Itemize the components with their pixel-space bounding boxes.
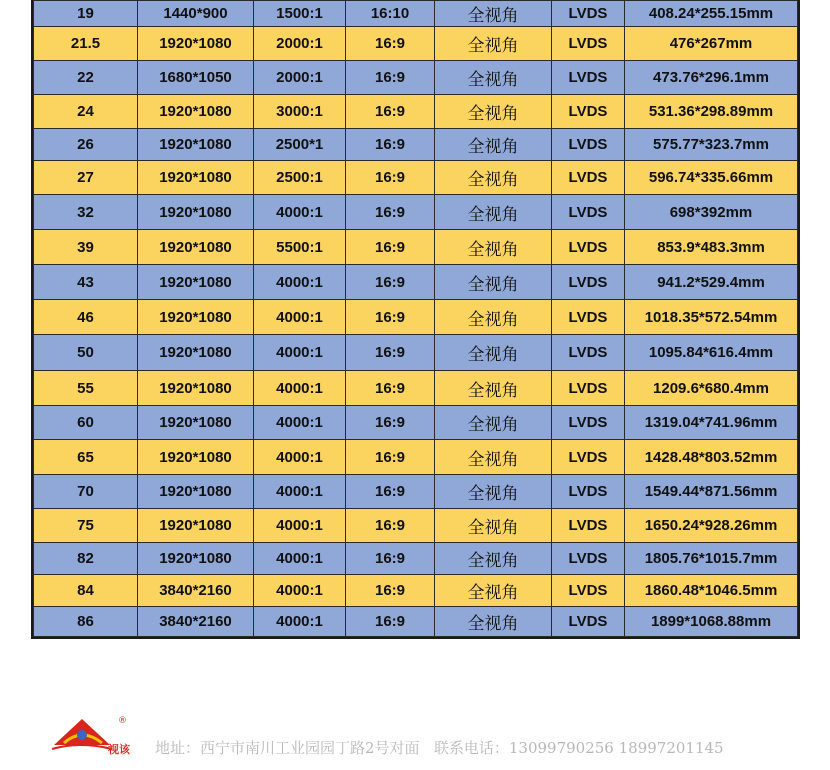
cell-size: 32	[34, 195, 138, 230]
cell-contrast: 5500:1	[254, 230, 346, 265]
cell-contrast: 4000:1	[254, 335, 346, 371]
cell-dimensions: 1899*1068.88mm	[625, 607, 798, 637]
table-row	[34, 27, 798, 61]
cell-contrast: 4000:1	[254, 543, 346, 575]
table-row	[34, 371, 798, 406]
cell-interface: LVDS	[552, 607, 625, 637]
cell-aspect: 16:9	[346, 265, 435, 300]
cell-size: 24	[34, 95, 138, 129]
cell-dimensions: 1549.44*871.56mm	[625, 475, 798, 509]
cell-interface: LVDS	[552, 1, 625, 27]
cell-aspect: 16:9	[346, 406, 435, 440]
cell-interface: LVDS	[552, 195, 625, 230]
table-row	[34, 575, 798, 607]
cell-interface: LVDS	[552, 371, 625, 406]
cell-contrast: 4000:1	[254, 265, 346, 300]
spec-table-wrapper	[31, 0, 800, 639]
cell-viewing: 全视角	[435, 27, 552, 61]
address-text: 地址：西宁市南川工业园园丁路2号对面	[155, 739, 420, 757]
registered-mark: ®	[118, 716, 127, 726]
cell-dimensions: 1805.76*1015.7mm	[625, 543, 798, 575]
cell-viewing: 全视角	[435, 543, 552, 575]
cell-interface: LVDS	[552, 95, 625, 129]
cell-size: 70	[34, 475, 138, 509]
cell-size: 50	[34, 335, 138, 371]
cell-aspect: 16:9	[346, 95, 435, 129]
cell-viewing: 全视角	[435, 371, 552, 406]
table-row	[34, 265, 798, 300]
logo-text: 视该	[108, 743, 130, 756]
cell-viewing: 全视角	[435, 335, 552, 371]
cell-size: 75	[34, 509, 138, 543]
cell-viewing: 全视角	[435, 607, 552, 637]
table-row	[34, 300, 798, 335]
cell-resolution: 1920*1080	[138, 406, 254, 440]
cell-size: 22	[34, 61, 138, 95]
cell-size: 43	[34, 265, 138, 300]
contact-line	[155, 737, 724, 758]
cell-resolution: 1920*1080	[138, 161, 254, 195]
cell-dimensions: 476*267mm	[625, 27, 798, 61]
cell-size: 55	[34, 371, 138, 406]
cell-size: 84	[34, 575, 138, 607]
cell-interface: LVDS	[552, 440, 625, 475]
cell-viewing: 全视角	[435, 1, 552, 27]
cell-contrast: 4000:1	[254, 475, 346, 509]
cell-viewing: 全视角	[435, 575, 552, 607]
cell-interface: LVDS	[552, 543, 625, 575]
table-row	[34, 230, 798, 265]
cell-viewing: 全视角	[435, 61, 552, 95]
cell-aspect: 16:9	[346, 475, 435, 509]
cell-contrast: 4000:1	[254, 300, 346, 335]
cell-size: 60	[34, 406, 138, 440]
cell-contrast: 2500*1	[254, 129, 346, 161]
cell-viewing: 全视角	[435, 475, 552, 509]
cell-contrast: 2000:1	[254, 27, 346, 61]
cell-resolution: 1920*1080	[138, 265, 254, 300]
table-row	[34, 129, 798, 161]
cell-resolution: 1920*1080	[138, 300, 254, 335]
cell-contrast: 4000:1	[254, 371, 346, 406]
cell-viewing: 全视角	[435, 129, 552, 161]
cell-dimensions: 408.24*255.15mm	[625, 1, 798, 27]
cell-aspect: 16:9	[346, 27, 435, 61]
cell-aspect: 16:9	[346, 129, 435, 161]
cell-size: 21.5	[34, 27, 138, 61]
table-row	[34, 95, 798, 129]
table-row	[34, 335, 798, 371]
cell-contrast: 2000:1	[254, 61, 346, 95]
cell-interface: LVDS	[552, 129, 625, 161]
cell-aspect: 16:9	[346, 61, 435, 95]
cell-resolution: 1920*1080	[138, 509, 254, 543]
cell-size: 86	[34, 607, 138, 637]
spec-table	[33, 0, 798, 637]
cell-viewing: 全视角	[435, 95, 552, 129]
cell-dimensions: 531.36*298.89mm	[625, 95, 798, 129]
cell-interface: LVDS	[552, 61, 625, 95]
cell-resolution: 1920*1080	[138, 27, 254, 61]
cell-aspect: 16:9	[346, 440, 435, 475]
cell-resolution: 3840*2160	[138, 607, 254, 637]
cell-interface: LVDS	[552, 230, 625, 265]
cell-interface: LVDS	[552, 265, 625, 300]
logo-eye-icon	[77, 730, 87, 740]
cell-size: 27	[34, 161, 138, 195]
cell-size: 39	[34, 230, 138, 265]
cell-aspect: 16:9	[346, 575, 435, 607]
table-row	[34, 1, 798, 27]
cell-viewing: 全视角	[435, 265, 552, 300]
cell-aspect: 16:9	[346, 230, 435, 265]
cell-dimensions: 1860.48*1046.5mm	[625, 575, 798, 607]
cell-contrast: 1500:1	[254, 1, 346, 27]
cell-contrast: 4000:1	[254, 440, 346, 475]
cell-dimensions: 698*392mm	[625, 195, 798, 230]
cell-aspect: 16:9	[346, 543, 435, 575]
cell-viewing: 全视角	[435, 300, 552, 335]
cell-resolution: 1920*1080	[138, 335, 254, 371]
cell-interface: LVDS	[552, 300, 625, 335]
cell-aspect: 16:10	[346, 1, 435, 27]
cell-viewing: 全视角	[435, 195, 552, 230]
table-row	[34, 543, 798, 575]
company-logo	[50, 713, 135, 758]
cell-contrast: 2500:1	[254, 161, 346, 195]
cell-resolution: 1920*1080	[138, 129, 254, 161]
cell-aspect: 16:9	[346, 607, 435, 637]
phone-text: 联系电话：13099790256 18997201145	[433, 739, 724, 757]
cell-aspect: 16:9	[346, 300, 435, 335]
cell-aspect: 16:9	[346, 509, 435, 543]
cell-contrast: 4000:1	[254, 509, 346, 543]
footer	[50, 713, 820, 763]
cell-dimensions: 1319.04*741.96mm	[625, 406, 798, 440]
cell-viewing: 全视角	[435, 406, 552, 440]
cell-interface: LVDS	[552, 475, 625, 509]
cell-dimensions: 1428.48*803.52mm	[625, 440, 798, 475]
cell-interface: LVDS	[552, 509, 625, 543]
table-row	[34, 161, 798, 195]
cell-contrast: 3000:1	[254, 95, 346, 129]
cell-interface: LVDS	[552, 406, 625, 440]
cell-dimensions: 596.74*335.66mm	[625, 161, 798, 195]
table-row	[34, 607, 798, 637]
cell-interface: LVDS	[552, 575, 625, 607]
cell-viewing: 全视角	[435, 230, 552, 265]
cell-aspect: 16:9	[346, 335, 435, 371]
table-row	[34, 475, 798, 509]
cell-size: 26	[34, 129, 138, 161]
cell-dimensions: 1209.6*680.4mm	[625, 371, 798, 406]
table-row	[34, 61, 798, 95]
cell-resolution: 1920*1080	[138, 371, 254, 406]
cell-resolution: 1920*1080	[138, 475, 254, 509]
cell-resolution: 1920*1080	[138, 95, 254, 129]
cell-aspect: 16:9	[346, 195, 435, 230]
cell-dimensions: 575.77*323.7mm	[625, 129, 798, 161]
cell-resolution: 1920*1080	[138, 195, 254, 230]
cell-aspect: 16:9	[346, 371, 435, 406]
cell-contrast: 4000:1	[254, 575, 346, 607]
cell-dimensions: 1018.35*572.54mm	[625, 300, 798, 335]
cell-resolution: 3840*2160	[138, 575, 254, 607]
cell-dimensions: 1095.84*616.4mm	[625, 335, 798, 371]
cell-interface: LVDS	[552, 27, 625, 61]
spec-table-body	[34, 1, 798, 637]
cell-contrast: 4000:1	[254, 607, 346, 637]
cell-viewing: 全视角	[435, 509, 552, 543]
cell-dimensions: 853.9*483.3mm	[625, 230, 798, 265]
cell-interface: LVDS	[552, 161, 625, 195]
cell-resolution: 1680*1050	[138, 61, 254, 95]
cell-contrast: 4000:1	[254, 406, 346, 440]
cell-size: 46	[34, 300, 138, 335]
table-row	[34, 440, 798, 475]
cell-resolution: 1920*1080	[138, 543, 254, 575]
table-row	[34, 509, 798, 543]
cell-size: 82	[34, 543, 138, 575]
cell-contrast: 4000:1	[254, 195, 346, 230]
cell-aspect: 16:9	[346, 161, 435, 195]
cell-resolution: 1440*900	[138, 1, 254, 27]
table-row	[34, 195, 798, 230]
cell-resolution: 1920*1080	[138, 230, 254, 265]
cell-resolution: 1920*1080	[138, 440, 254, 475]
cell-viewing: 全视角	[435, 161, 552, 195]
cell-interface: LVDS	[552, 335, 625, 371]
cell-viewing: 全视角	[435, 440, 552, 475]
cell-dimensions: 1650.24*928.26mm	[625, 509, 798, 543]
cell-dimensions: 941.2*529.4mm	[625, 265, 798, 300]
cell-dimensions: 473.76*296.1mm	[625, 61, 798, 95]
cell-size: 65	[34, 440, 138, 475]
cell-size: 19	[34, 1, 138, 27]
table-row	[34, 406, 798, 440]
